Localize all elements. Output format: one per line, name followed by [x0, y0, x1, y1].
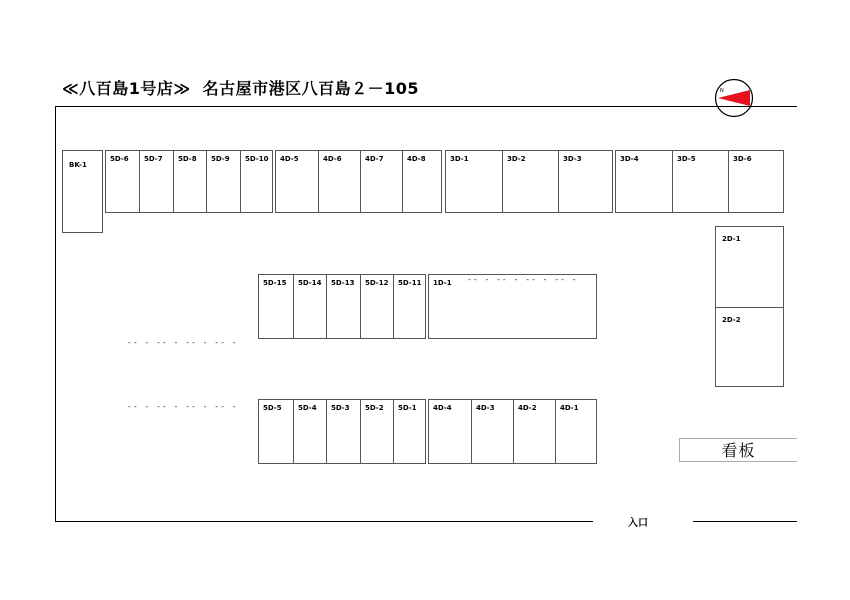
- dash-marks: -- - -- - -- - -- -: [467, 275, 578, 284]
- lot-left-border: [55, 106, 56, 522]
- parking-space: 2D-1: [722, 235, 741, 243]
- parking-space: 5D-10: [240, 151, 274, 212]
- parking-space: 5D-13: [326, 275, 360, 338]
- parking-space: 5D-8: [173, 151, 206, 212]
- parking-space: 2D-2: [716, 307, 783, 388]
- parking-space: 3D-6: [728, 151, 785, 212]
- parking-space: 4D-4: [433, 404, 452, 412]
- parking-space: 4D-3: [471, 400, 513, 463]
- parking-space: 1D-1: [433, 279, 452, 287]
- store-name: ≪八百島1号店≫: [62, 79, 191, 98]
- bottom-row-4d: [428, 399, 597, 464]
- top-row-3d-left: [445, 150, 613, 213]
- parking-space: 4D-7: [360, 151, 402, 212]
- parking-space: 5D-5: [263, 404, 282, 412]
- dash-marks: -- - -- - -- - -- -: [127, 338, 238, 347]
- parking-space: 5D-9: [206, 151, 240, 212]
- bottom-row-5d: [258, 399, 426, 464]
- entrance-label: 入口: [628, 518, 648, 529]
- parking-space: 3D-5: [672, 151, 728, 212]
- parking-space: 3D-3: [558, 151, 614, 212]
- parking-space: 4D-6: [318, 151, 360, 212]
- parking-space: 3D-4: [620, 155, 639, 163]
- parking-space: 5D-3: [326, 400, 360, 463]
- top-row-5d: [105, 150, 273, 213]
- bike-parking: [62, 150, 103, 233]
- parking-space: 4D-2: [513, 400, 555, 463]
- compass-north-icon: [714, 78, 754, 118]
- parking-space: 3D-1: [450, 155, 469, 163]
- parking-space: 4D-5: [280, 155, 299, 163]
- dash-marks: -- - -- - -- - -- -: [127, 402, 238, 411]
- page-title: [62, 76, 419, 99]
- lot-bottom-border-left: [55, 521, 593, 522]
- parking-space: 5D-2: [360, 400, 393, 463]
- right-column-2d: [715, 226, 784, 387]
- parking-space: 5D-7: [139, 151, 173, 212]
- parking-space: 3D-2: [502, 151, 558, 212]
- parking-space: 5D-1: [393, 400, 427, 463]
- parking-space: 5D-11: [393, 275, 427, 338]
- parking-space: 5D-6: [110, 155, 129, 163]
- compass-label: N: [720, 88, 724, 94]
- parking-space: 5D-4: [293, 400, 326, 463]
- parking-space: 4D-8: [402, 151, 443, 212]
- parking-space: 4D-1: [555, 400, 598, 463]
- lot-bottom-border-right: [693, 521, 797, 522]
- store-address: 名古屋市港区八百島２－105: [202, 79, 420, 98]
- parking-space: 5D-15: [263, 279, 287, 287]
- signboard: 看板: [679, 438, 797, 462]
- lot-top-border: [55, 106, 797, 107]
- parking-space: BK-1: [69, 161, 87, 169]
- top-row-3d-right: [615, 150, 784, 213]
- parking-space: 5D-14: [293, 275, 326, 338]
- middle-row-5d: [258, 274, 426, 339]
- middle-1d: [428, 274, 597, 339]
- top-row-4d: [275, 150, 442, 213]
- parking-space: 5D-12: [360, 275, 393, 338]
